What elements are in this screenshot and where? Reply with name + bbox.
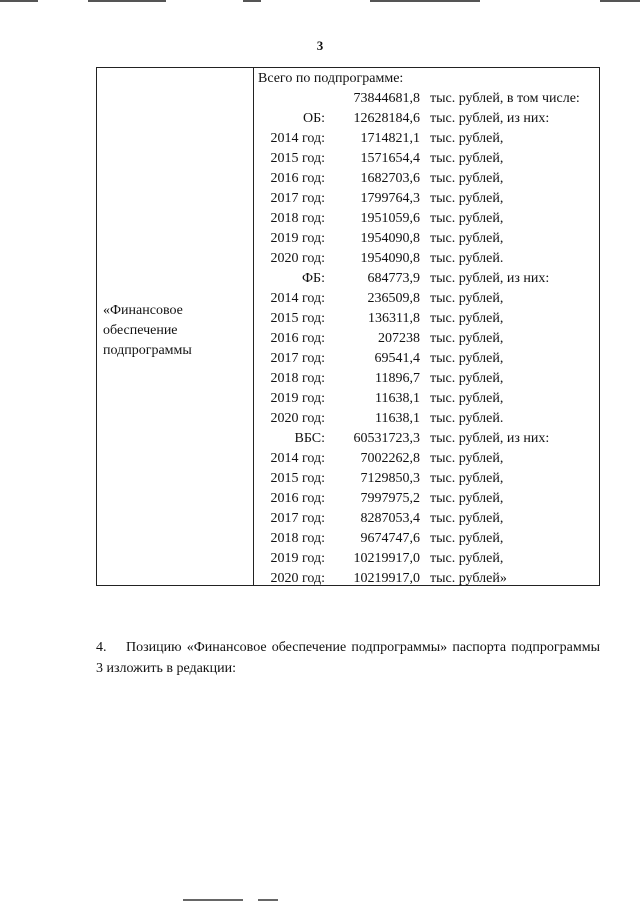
row-label: 2014 год: xyxy=(270,131,325,146)
table-row xyxy=(254,249,599,269)
row-label: 2018 год: xyxy=(270,531,325,546)
row-value: 1682703,6 xyxy=(360,171,420,186)
row-unit: тыс. рублей, xyxy=(430,291,504,306)
row-unit: тыс. рублей, из них: xyxy=(430,431,550,446)
row-value: 9674747,6 xyxy=(360,531,420,546)
row-unit: тыс. рублей, xyxy=(430,191,504,206)
financing-table xyxy=(96,67,600,586)
paragraph-text: Позицию «Финансовое обеспечение подпрограммы» паспорта подпрограммы 3 изложить в редакции: xyxy=(96,640,600,676)
table-heading: Всего по подпрограмме: xyxy=(258,71,404,86)
row-label: 2017 год: xyxy=(270,191,325,206)
scan-rule-top-left xyxy=(0,0,38,2)
row-label: 2019 год: xyxy=(270,231,325,246)
row-value: 1954090,8 xyxy=(360,251,420,266)
row-value: 1571654,4 xyxy=(360,151,420,166)
row-label: 2014 год: xyxy=(270,291,325,306)
row-unit: тыс. рублей, xyxy=(430,351,504,366)
row-unit: тыс. рублей, xyxy=(430,391,504,406)
row-unit: тыс. рублей, в том числе: xyxy=(430,91,580,106)
table-row xyxy=(254,289,599,309)
row-unit: тыс. рублей, xyxy=(430,471,504,486)
row-value: 73844681,8 xyxy=(353,91,420,106)
row-unit: тыс. рублей, xyxy=(430,311,504,326)
row-label: 2015 год: xyxy=(270,151,325,166)
scan-rule-top-right xyxy=(600,0,640,2)
row-label: 2018 год: xyxy=(270,211,325,226)
table-row xyxy=(254,169,599,189)
page-number: 3 xyxy=(316,38,324,53)
table-row xyxy=(254,269,599,289)
row-label: ВБС: xyxy=(294,431,325,446)
row-label: 2017 год: xyxy=(270,351,325,366)
table-row xyxy=(254,229,599,249)
scan-rule-bottom-right xyxy=(258,899,278,901)
row-label: 2020 год: xyxy=(270,411,325,426)
row-label: 2016 год: xyxy=(270,491,325,506)
row-value: 236509,8 xyxy=(367,291,420,306)
row-unit: тыс. рублей» xyxy=(430,571,507,586)
row-unit: тыс. рублей, xyxy=(430,371,504,386)
financing-values xyxy=(254,69,599,589)
row-unit: тыс. рублей, xyxy=(430,331,504,346)
scan-rule-bottom-left xyxy=(183,899,243,901)
row-unit: тыс. рублей, xyxy=(430,171,504,186)
row-label: 2016 год: xyxy=(270,331,325,346)
table-row xyxy=(254,129,599,149)
row-value: 207238 xyxy=(378,331,420,346)
table-row xyxy=(254,429,599,449)
row-label: 2014 год: xyxy=(270,451,325,466)
row-value: 7002262,8 xyxy=(360,451,420,466)
table-row xyxy=(254,329,599,349)
row-unit: тыс. рублей. xyxy=(430,411,504,426)
scan-rule-top-mid xyxy=(243,0,261,2)
table-row xyxy=(254,369,599,389)
table-row xyxy=(254,149,599,169)
row-value: 60531723,3 xyxy=(353,431,420,446)
row-value: 1799764,3 xyxy=(360,191,420,206)
row-unit: тыс. рублей, xyxy=(430,151,504,166)
row-unit: тыс. рублей, xyxy=(430,231,504,246)
table-row xyxy=(254,349,599,369)
row-value: 684773,9 xyxy=(367,271,420,286)
paragraph-number: 4. xyxy=(96,640,107,655)
row-unit: тыс. рублей, xyxy=(430,211,504,226)
table-row xyxy=(254,109,599,129)
table-row xyxy=(254,489,599,509)
row-unit: тыс. рублей, из них: xyxy=(430,271,550,286)
scan-rule-top-center-left xyxy=(88,0,166,2)
financing-label: «Финансовое обеспечение подпрограммы xyxy=(103,303,192,358)
row-label: ФБ: xyxy=(302,271,325,286)
table-row xyxy=(254,189,599,209)
row-unit: тыс. рублей, xyxy=(430,531,504,546)
row-value: 8287053,4 xyxy=(360,511,420,526)
table-row xyxy=(254,389,599,409)
row-label: 2020 год: xyxy=(270,251,325,266)
row-value: 1951059,6 xyxy=(360,211,420,226)
row-label: 2016 год: xyxy=(270,171,325,186)
table-row xyxy=(254,469,599,489)
row-label: 2015 год: xyxy=(270,311,325,326)
table-row xyxy=(254,449,599,469)
table-row xyxy=(254,409,599,429)
row-value: 11638,1 xyxy=(375,411,420,426)
table-row xyxy=(254,549,599,569)
row-value: 7997975,2 xyxy=(360,491,420,506)
row-unit: тыс. рублей, xyxy=(430,491,504,506)
table-row xyxy=(254,309,599,329)
row-value: 11638,1 xyxy=(375,391,420,406)
row-unit: тыс. рублей, из них: xyxy=(430,111,550,126)
row-value: 1714821,1 xyxy=(360,131,420,146)
row-value: 11896,7 xyxy=(375,371,420,386)
row-label: 2020 год: xyxy=(270,571,325,586)
row-unit: тыс. рублей, xyxy=(430,551,504,566)
row-label: 2017 год: xyxy=(270,511,325,526)
row-label: 2019 год: xyxy=(270,391,325,406)
row-label: 2018 год: xyxy=(270,371,325,386)
row-label: ОБ: xyxy=(302,111,325,126)
table-row xyxy=(254,569,599,589)
row-value: 1954090,8 xyxy=(360,231,420,246)
row-unit: тыс. рублей. xyxy=(430,251,504,266)
row-label: 2015 год: xyxy=(270,471,325,486)
instruction-paragraph xyxy=(96,637,600,679)
row-value: 136311,8 xyxy=(368,311,420,326)
table-row xyxy=(254,89,599,109)
row-value: 69541,4 xyxy=(374,351,420,366)
row-value: 10219917,0 xyxy=(353,571,420,586)
row-unit: тыс. рублей, xyxy=(430,131,504,146)
scan-rule-top-center-right xyxy=(370,0,480,2)
table-row xyxy=(254,209,599,229)
row-value: 7129850,3 xyxy=(360,471,420,486)
row-unit: тыс. рублей, xyxy=(430,451,504,466)
table-row xyxy=(254,509,599,529)
row-unit: тыс. рублей, xyxy=(430,511,504,526)
table-row xyxy=(254,529,599,549)
row-value: 10219917,0 xyxy=(353,551,420,566)
row-value: 12628184,6 xyxy=(353,111,420,126)
row-label: 2019 год: xyxy=(270,551,325,566)
